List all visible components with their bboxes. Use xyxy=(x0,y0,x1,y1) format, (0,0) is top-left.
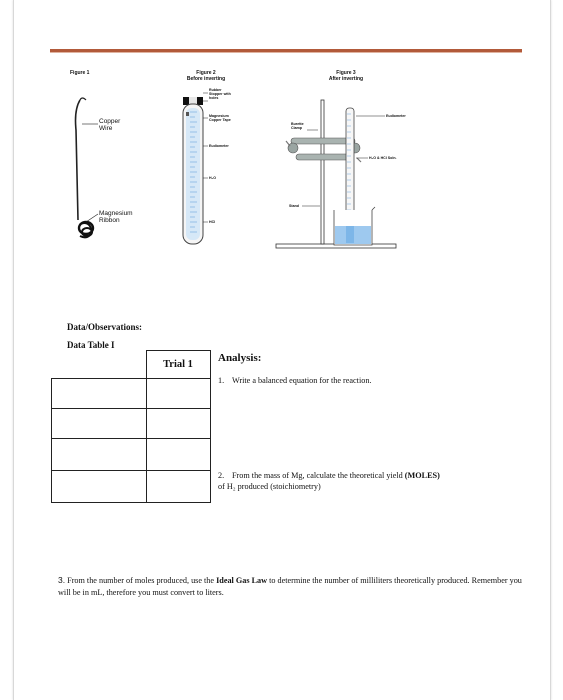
data-observations-heading: Data/Observations: xyxy=(67,322,142,332)
eudiometer-label-fig3: Eudiometer xyxy=(386,114,406,118)
copper-wire-label: Copper Wire xyxy=(99,118,121,132)
row-label-cell[interactable] xyxy=(52,439,147,471)
data-table-title: Data Table I xyxy=(67,340,115,350)
figure-2-drawing xyxy=(183,93,208,244)
magnesium-tape-label: Magnesium Copper Tape xyxy=(209,114,231,122)
row-label-cell[interactable] xyxy=(52,379,147,409)
question-2 xyxy=(218,470,518,492)
magnesium-ribbon-label: Magnesium Ribbon xyxy=(99,210,133,224)
row-label-cell[interactable] xyxy=(52,471,147,503)
water-label: H₂O xyxy=(209,176,216,180)
table-row xyxy=(52,379,211,409)
burette-clamp-label: Burette Clamp xyxy=(291,122,304,130)
trial-1-header: Trial 1 xyxy=(146,351,210,379)
question-2-text-a: From the mass of Mg, calculate the theoretical yield xyxy=(232,471,403,480)
row-label-cell[interactable] xyxy=(52,409,147,439)
trial-1-cell[interactable] xyxy=(146,471,210,503)
trial-1-cell[interactable] xyxy=(146,379,210,409)
table-row xyxy=(52,439,211,471)
eudiometer-label-fig2: Eudiometer xyxy=(209,144,229,148)
question-3 xyxy=(58,574,528,599)
question-3-text-b: to determine the number of milliliters theoretically produced. Remember you will be in mL, therefore you must convert to liters. xyxy=(58,576,522,597)
question-2-text-b: of H₂ produced (stoichiometry) xyxy=(218,482,321,491)
question-2-number: 2. xyxy=(218,471,225,480)
question-3-number: 3. xyxy=(58,575,66,585)
data-table xyxy=(51,350,211,503)
rubber-stopper-label: Rubber Stopper with holes xyxy=(209,88,231,100)
figure-1-drawing xyxy=(76,98,99,237)
solution-label: H₂O & HCl Soln. xyxy=(369,156,397,160)
figure-2-title: Figure 2 Before inverting xyxy=(186,70,226,82)
hcl-label: HCl xyxy=(209,220,216,224)
figure-3-title: Figure 3 After inverting xyxy=(328,70,364,82)
question-2-bold: (MOLES) xyxy=(404,471,440,480)
question-1 xyxy=(218,375,518,386)
analysis-heading: Analysis: xyxy=(218,352,262,364)
figure-1-title: Figure 1 xyxy=(70,70,90,76)
question-1-text: Write a balanced equation for the reaction. xyxy=(232,376,372,385)
question-3-text-a: From the number of moles produced, use the xyxy=(67,576,215,585)
table-row xyxy=(52,471,211,503)
trial-1-cell[interactable] xyxy=(146,409,210,439)
stand-label: Stand xyxy=(289,204,299,208)
table-row xyxy=(52,409,211,439)
trial-1-cell[interactable] xyxy=(146,439,210,471)
question-3-bold: Ideal Gas Law xyxy=(216,576,268,585)
question-1-number: 1. xyxy=(218,376,225,385)
